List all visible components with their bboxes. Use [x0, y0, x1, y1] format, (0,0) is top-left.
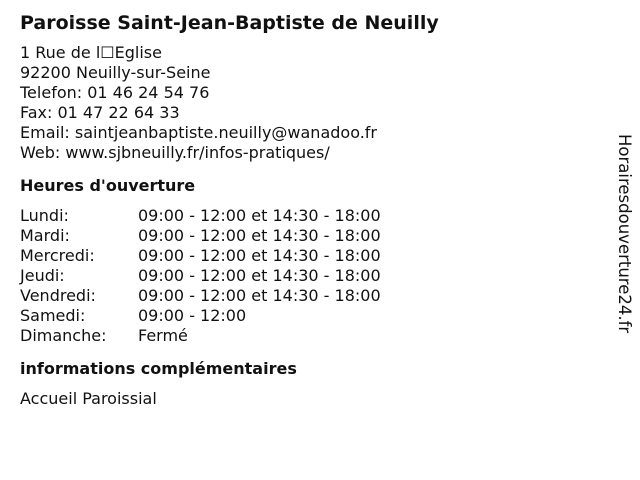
day-label: Dimanche: — [20, 326, 107, 345]
business-card — [20, 11, 590, 409]
day-hours: Fermé — [138, 326, 188, 345]
day-label: Vendredi: — [20, 286, 96, 305]
day-hours: 09:00 - 12:00 et 14:30 - 18:00 — [138, 226, 381, 245]
additional-info-text: Accueil Paroissial — [20, 389, 157, 408]
day-hours: 09:00 - 12:00 et 14:30 - 18:00 — [138, 266, 381, 285]
day-hours: 09:00 - 12:00 — [138, 306, 247, 325]
hours-row-wednesday — [20, 246, 381, 266]
additional-info-heading: informations complémentaires — [20, 359, 297, 378]
day-label: Samedi: — [20, 306, 86, 325]
opening-hours-table — [20, 206, 381, 346]
day-label: Mardi: — [20, 226, 70, 245]
fax-number: Fax: 01 47 22 64 33 — [20, 103, 180, 122]
day-label: Mercredi: — [20, 246, 95, 265]
website-url: Web: www.sjbneuilly.fr/infos-pratiques/ — [20, 143, 330, 162]
address-line-1: 1 Rue de l☐Eglise — [20, 43, 162, 62]
contact-block — [20, 43, 590, 163]
hours-row-saturday — [20, 306, 381, 326]
day-label: Lundi: — [20, 206, 69, 225]
hours-row-monday — [20, 206, 381, 226]
day-hours: 09:00 - 12:00 et 14:30 - 18:00 — [138, 206, 381, 225]
day-hours: 09:00 - 12:00 et 14:30 - 18:00 — [138, 246, 381, 265]
address-line-2: 92200 Neuilly-sur-Seine — [20, 63, 211, 82]
hours-row-friday — [20, 286, 381, 306]
day-hours: 09:00 - 12:00 et 14:30 - 18:00 — [138, 286, 381, 305]
hours-row-thursday — [20, 266, 381, 286]
page-title: Paroisse Saint-Jean-Baptiste de Neuilly — [20, 12, 439, 34]
brand-watermark: Horairesdouverture24.fr — [615, 134, 634, 334]
hours-row-sunday — [20, 326, 381, 346]
day-label: Jeudi: — [20, 266, 65, 285]
hours-row-tuesday — [20, 226, 381, 246]
phone-number: Telefon: 01 46 24 54 76 — [20, 83, 210, 102]
email-address: Email: saintjeanbaptiste.neuilly@wanadoo.fr — [20, 123, 377, 142]
opening-hours-heading: Heures d'ouverture — [20, 176, 196, 195]
